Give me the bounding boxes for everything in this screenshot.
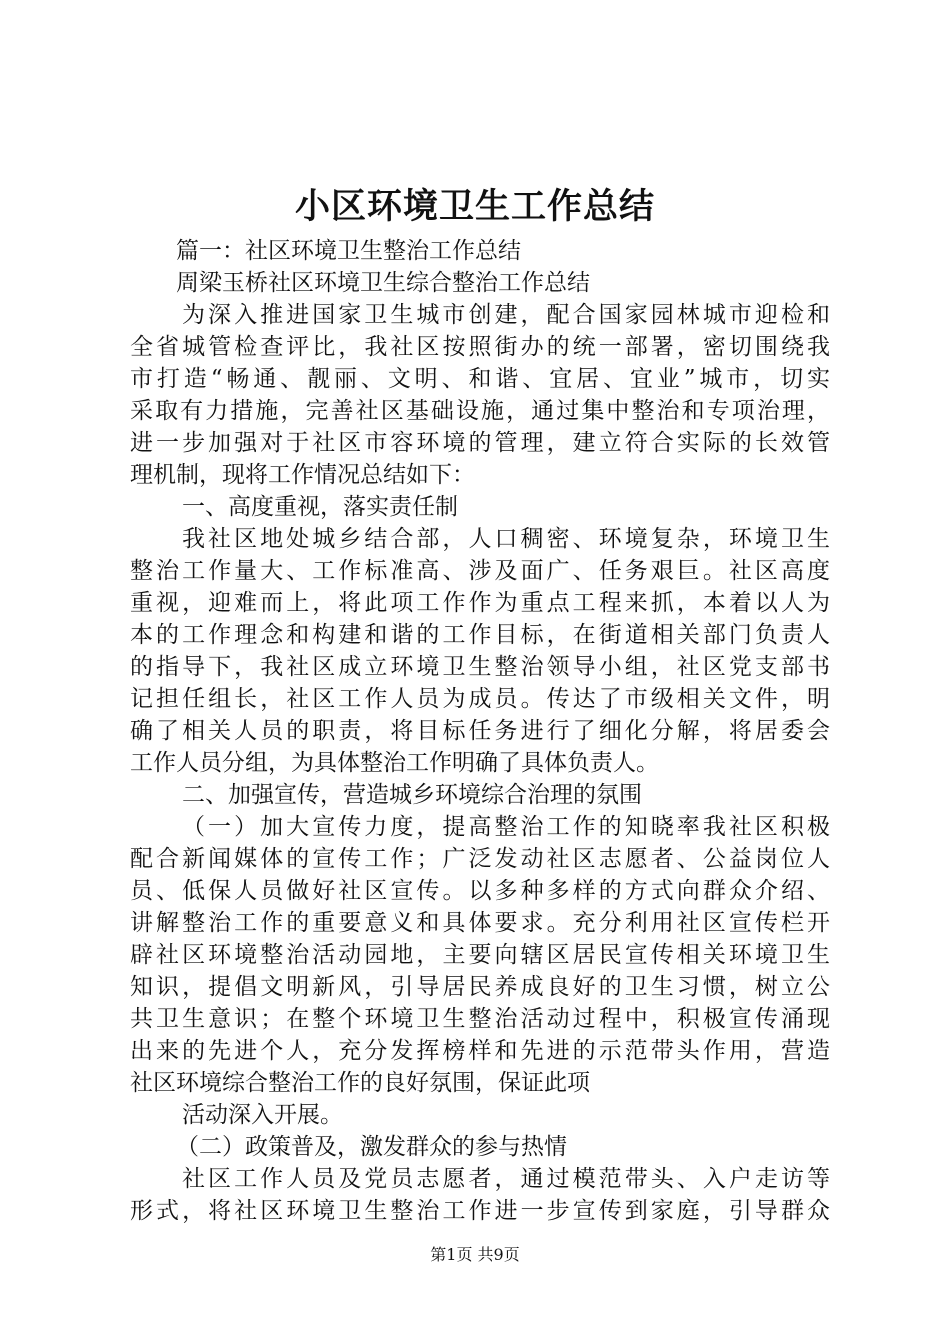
text-line: 采取有力措施，完善社区基础设施，通过集中整治和专项治理， xyxy=(130,398,830,424)
text-line: 理机制，现将工作情况总结如下： xyxy=(130,462,475,488)
text-line: 社区环境综合整治工作的良好氛围，保证此项 xyxy=(130,1070,590,1096)
page-footer xyxy=(0,1243,950,1267)
text-line: 活动深入开展。 xyxy=(182,1102,343,1128)
text-line: 辟社区环境整治活动园地，主要向辖区居民宣传相关环境卫生 xyxy=(130,942,830,968)
text-line: 知识，提倡文明新风，引导居民养成良好的卫生习惯，树立公 xyxy=(130,974,830,1000)
text-line: （一）加大宣传力度，提高整治工作的知晓率我社区积极 xyxy=(182,814,830,840)
section-heading: 二、加强宣传，营造城乡环境综合治理的氛围 xyxy=(182,782,642,808)
text-line: 员、低保人员做好社区宣传。以多种多样的方式向群众介绍、 xyxy=(130,878,830,904)
section-heading: 一、高度重视，落实责任制 xyxy=(182,494,458,520)
text-line: 进一步加强对于社区市容环境的管理，建立符合实际的长效管 xyxy=(130,430,830,456)
text-line: 市打造“畅通、靓丽、文明、和谐、宜居、宜业”城市，切实 xyxy=(130,366,830,392)
subsection-heading: （二）政策普及，激发群众的参与热情 xyxy=(176,1134,567,1160)
text-line: 我社区地处城乡结合部，人口稠密、环境复杂，环境卫生 xyxy=(182,526,830,552)
text-line: 形式，将社区环境卫生整治工作进一步宣传到家庭，引导群众 xyxy=(130,1198,830,1224)
document-body xyxy=(130,235,830,1227)
text-line: 讲解整治工作的重要意义和具体要求。充分利用社区宣传栏开 xyxy=(130,910,830,936)
text-line: 确了相关人员的职责，将目标任务进行了细化分解，将居委会 xyxy=(130,718,830,744)
text-line: 的指导下，我社区成立环境卫生整治领导小组，社区党支部书 xyxy=(130,654,830,680)
text-line: 周梁玉桥社区环境卫生综合整治工作总结 xyxy=(176,270,590,296)
text-line: 出来的先进个人，充分发挥榜样和先进的示范带头作用，营造 xyxy=(130,1038,830,1064)
text-line: 整治工作量大、工作标准高、涉及面广、任务艰巨。社区高度 xyxy=(130,558,830,584)
text-line: 记担任组长，社区工作人员为成员。传达了市级相关文件，明 xyxy=(130,686,830,712)
text-line: 社区工作人员及党员志愿者，通过模范带头、入户走访等 xyxy=(182,1166,830,1192)
text-line: 共卫生意识；在整个环境卫生整治活动过程中，积极宣传涌现 xyxy=(130,1006,830,1032)
text-line: 为深入推进国家卫生城市创建，配合国家园林城市迎检和 xyxy=(182,302,830,328)
text-line: 全省城管检查评比，我社区按照街办的统一部署，密切围绕我 xyxy=(130,334,830,360)
text-line: 重视，迎难而上，将此项工作作为重点工程来抓，本着以人为 xyxy=(130,590,830,616)
text-line: 本的工作理念和构建和谐的工作目标，在街道相关部门负责人 xyxy=(130,622,830,648)
text-line: 篇一：社区环境卫生整治工作总结 xyxy=(176,238,521,264)
text-line: 配合新闻媒体的宣传工作；广泛发动社区志愿者、公益岗位人 xyxy=(130,846,830,872)
text-line: 工作人员分组，为具体整治工作明确了具体负责人。 xyxy=(130,750,659,776)
page-indicator: 第1页 共9页 xyxy=(430,1245,520,1264)
document-title: 小区环境卫生工作总结 xyxy=(294,186,655,227)
